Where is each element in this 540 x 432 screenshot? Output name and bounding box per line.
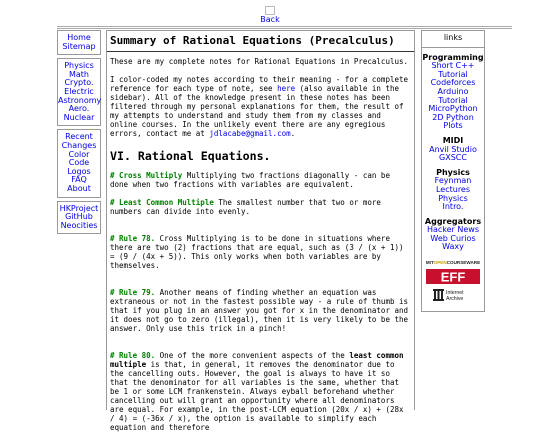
- top-bar: [0, 0, 540, 26]
- link-arduino-tutorial[interactable]: Tutorial: [438, 95, 468, 105]
- link-codeforces[interactable]: Codeforces: [430, 78, 476, 88]
- section-heading: VI. Rational Equations.: [110, 149, 271, 163]
- internet-archive-logo[interactable]: [432, 287, 474, 303]
- intro-paragraph-1: These are my complete notes for Rational Equations in Precalculus.: [110, 57, 409, 66]
- sidebar-link-faq[interactable]: FAQ: [71, 175, 87, 185]
- link-gxscc[interactable]: GXSCC: [439, 153, 467, 163]
- links-heading-aggregators: Aggregators: [424, 216, 482, 226]
- link-web-curios[interactable]: Web Curios: [430, 233, 476, 243]
- sidebar-link-nuclear[interactable]: Nuclear: [63, 112, 95, 122]
- sidebar-link-electric[interactable]: Electric: [64, 86, 94, 96]
- sidebar-link-code[interactable]: Code: [68, 158, 90, 168]
- sidebar-box-subjects: [57, 58, 101, 126]
- note-rule-79: # Rule 79. Another means of finding whether an equation was extraneous or not in the fastest possible way - a rule of thumb is that if you plug in an answer you got for x in the denominator and it does not go to zero (illegal), then it is very likely to be the answer. Only use this trick in a pinch!: [110, 288, 409, 333]
- sidebar-box-external: [57, 201, 101, 235]
- color-key-link[interactable]: here: [277, 84, 296, 93]
- note-rule-78: # Rule 78. Cross Multiplying is to be done in situations where there are two (2) fractions that are equal, such as (3 / (x + 1)) = (9 / (4x + 5)). This only works when both variables are by themselves.: [110, 234, 404, 270]
- sidebar-link-physics[interactable]: Physics: [64, 61, 94, 71]
- email-link[interactable]: jdlacabe@gmail.com: [209, 129, 291, 138]
- links-title: links: [422, 31, 484, 48]
- back-link[interactable]: Back: [260, 15, 280, 24]
- sidebar-link-changes[interactable]: Changes: [61, 140, 97, 150]
- links-heading-physics: Physics: [436, 167, 470, 177]
- top-divider-2: [57, 28, 512, 29]
- links-sidebar: [421, 30, 485, 312]
- sidebar-link-neocities[interactable]: Neocities: [60, 220, 98, 230]
- sidebar-link-about[interactable]: About: [67, 183, 91, 193]
- sidebar-box-meta: [57, 129, 101, 197]
- note-cross-multiply: # Cross Multiply Multiplying two fractions diagonally - can be done when two fractions with variables are equivalent.: [110, 171, 390, 189]
- sidebar-link-astronomy[interactable]: Astronomy: [58, 95, 102, 105]
- link-feynman[interactable]: Feynman: [434, 176, 472, 186]
- sidebar-link-crypto[interactable]: Crypto.: [64, 78, 94, 88]
- links-heading-programming: Programming: [422, 52, 484, 62]
- note-lcm: # Least Common Multiple The smallest number that two or more numbers can divide into evenly.: [110, 198, 381, 216]
- links-heading-midi: MIDI: [442, 135, 464, 145]
- link-anvil-studio[interactable]: Anvil Studio: [429, 144, 477, 154]
- svg-text:EFF: EFF: [440, 269, 466, 285]
- link-hacker-news[interactable]: Hacker News: [426, 225, 480, 235]
- left-sidebar: [57, 30, 101, 237]
- sidebar-link-math[interactable]: Math: [68, 69, 89, 79]
- link-2d-python[interactable]: 2D Python: [432, 112, 474, 122]
- link-lectures[interactable]: Lectures: [435, 184, 471, 194]
- svg-text:Internet: Internet: [446, 290, 464, 297]
- link-short-cpp[interactable]: Short C++: [431, 61, 475, 71]
- svg-text:Archive: Archive: [446, 296, 464, 303]
- svg-text:MITOPENCOURSEWARE: MITOPENCOURSEWARE: [425, 260, 481, 266]
- link-waxy[interactable]: Waxy: [442, 242, 464, 252]
- main-content: [106, 30, 415, 432]
- sidebar-link-github[interactable]: GitHub: [65, 212, 93, 222]
- broken-image-icon: [265, 6, 275, 15]
- eff-logo[interactable]: [426, 269, 480, 284]
- sidebar-link-recent[interactable]: Recent: [65, 132, 93, 142]
- sidebar-link-hkproject[interactable]: HKProject: [59, 203, 99, 213]
- intro-paragraph-2: I color-coded my notes according to their meaning - for a complete reference for each type of note, see here (also available in the sidebar). All of the knowledge present in these notes has been filtered through my personal explanations for them, the result of my attempts to understand and study them from my classes and online courses. In the unlikely event there are any egregious errors, contact me at jdlacabe@gmail.com.: [110, 75, 409, 138]
- sidebar-link-logos[interactable]: Logos: [67, 166, 91, 176]
- sidebar-link-aero[interactable]: Aero.: [68, 104, 90, 114]
- note-rule-80: # Rule 80. One of the more convenient aspects of the least common multiple is that, in general, it removes the denominator due to the cancelling outs. However, the goal is always to have it so that the denominator for all variables is the same, whether that be 1 or some LCM frankenstein. Always eyball beforehand whether cancelling out will grant an opportunity where all denominators are equal. For example, in the post-LCM equation (20x / x) + (28x / 4) = (-36x / x), the option is available to simplify each equation and therefore: [110, 351, 404, 432]
- link-physics[interactable]: Physics: [438, 193, 468, 203]
- page-title: Summary of Rational Equations (Precalculus): [110, 34, 395, 47]
- sidebar-link-color[interactable]: Color: [68, 149, 90, 159]
- title-divider: [107, 51, 414, 52]
- mit-ocw-logo[interactable]: [425, 258, 481, 266]
- link-tutorial[interactable]: Tutorial: [438, 69, 468, 79]
- top-divider: [57, 26, 512, 27]
- sidebar-box-home: [57, 30, 101, 55]
- sidebar-link-home[interactable]: Home: [67, 33, 91, 42]
- link-micropython[interactable]: MicroPython: [428, 104, 478, 114]
- link-arduino[interactable]: Arduino: [437, 86, 469, 96]
- sidebar-link-sitemap[interactable]: Sitemap: [62, 41, 96, 51]
- link-plots[interactable]: Plots: [443, 121, 463, 131]
- link-intro[interactable]: Intro.: [442, 202, 464, 212]
